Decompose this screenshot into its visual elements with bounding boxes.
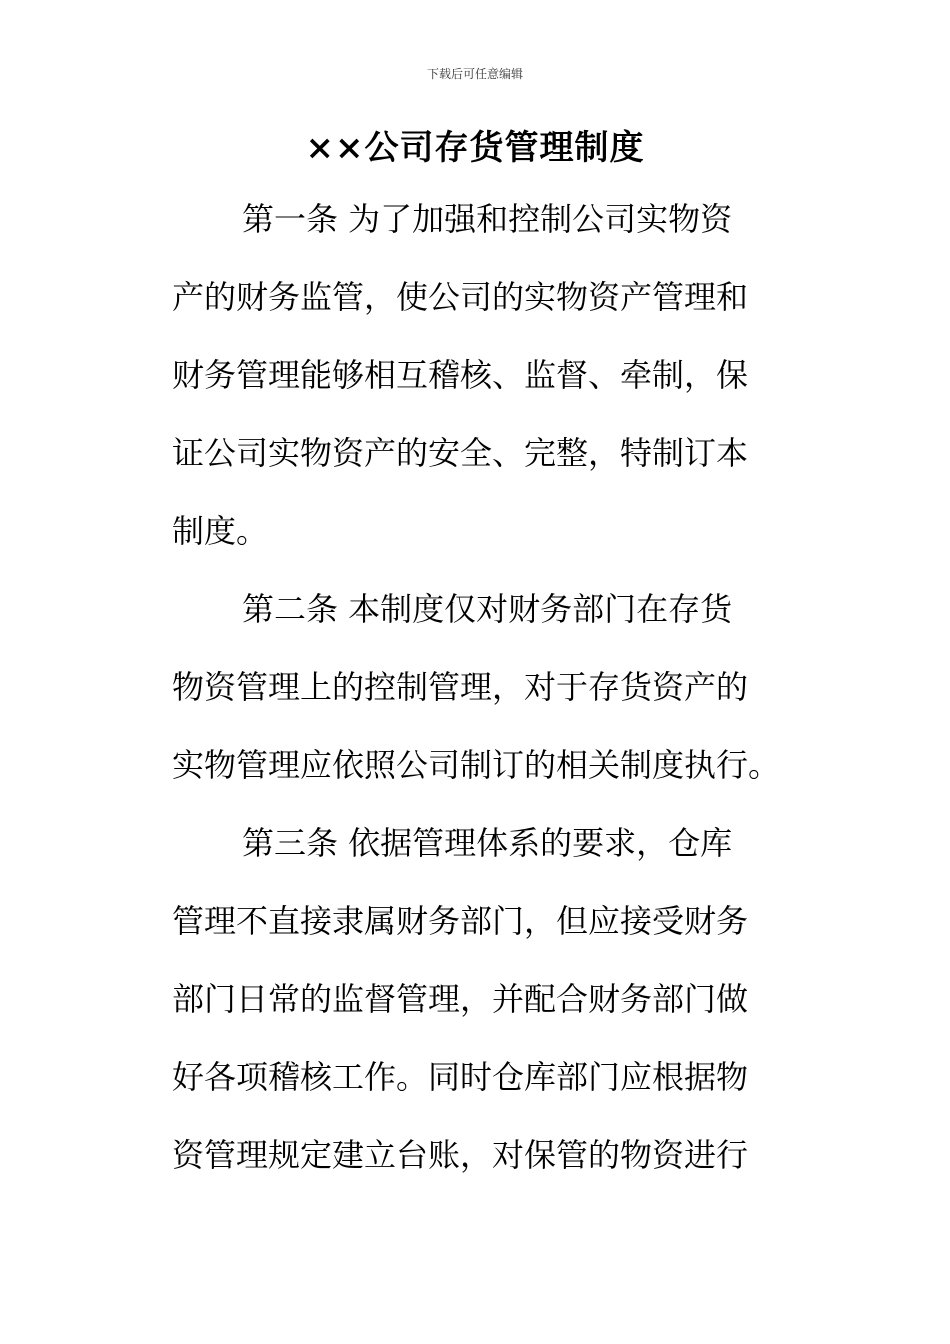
- text-line: 管理不直接隶属财务部门，但应接受财务: [172, 902, 749, 940]
- paragraph-article-1: [172, 180, 832, 570]
- text-line: 产的财务监管，使公司的实物资产管理和: [172, 278, 749, 316]
- paragraph-article-3: [172, 804, 832, 1194]
- text-line: 证公司实物资产的安全、完整，特制订本: [172, 434, 749, 472]
- text-line: 第三条 依据管理体系的要求，仓库: [242, 824, 733, 862]
- text-line: 财务管理能够相互稽核、监督、牵制，保: [172, 356, 749, 394]
- document-body: [172, 180, 832, 1194]
- paragraph-article-2: [172, 570, 832, 804]
- text-line: 制度。: [172, 512, 269, 550]
- header-note: 下载后可任意编辑: [426, 67, 523, 81]
- text-line: 部门日常的监督管理，并配合财务部门做: [172, 980, 749, 1018]
- text-line: 好各项稽核工作。同时仓库部门应根据物: [172, 1058, 749, 1096]
- text-line: 资管理规定建立台账，对保管的物资进行: [172, 1136, 749, 1174]
- document-title: ××公司存货管理制度: [305, 128, 645, 168]
- text-line: 第一条 为了加强和控制公司实物资: [242, 200, 733, 238]
- text-line: 物资管理上的控制管理，对于存货资产的: [172, 668, 749, 706]
- text-line: 实物管理应依照公司制订的相关制度执行。: [172, 746, 781, 784]
- text-line: 第二条 本制度仅对财务部门在存货: [242, 590, 733, 628]
